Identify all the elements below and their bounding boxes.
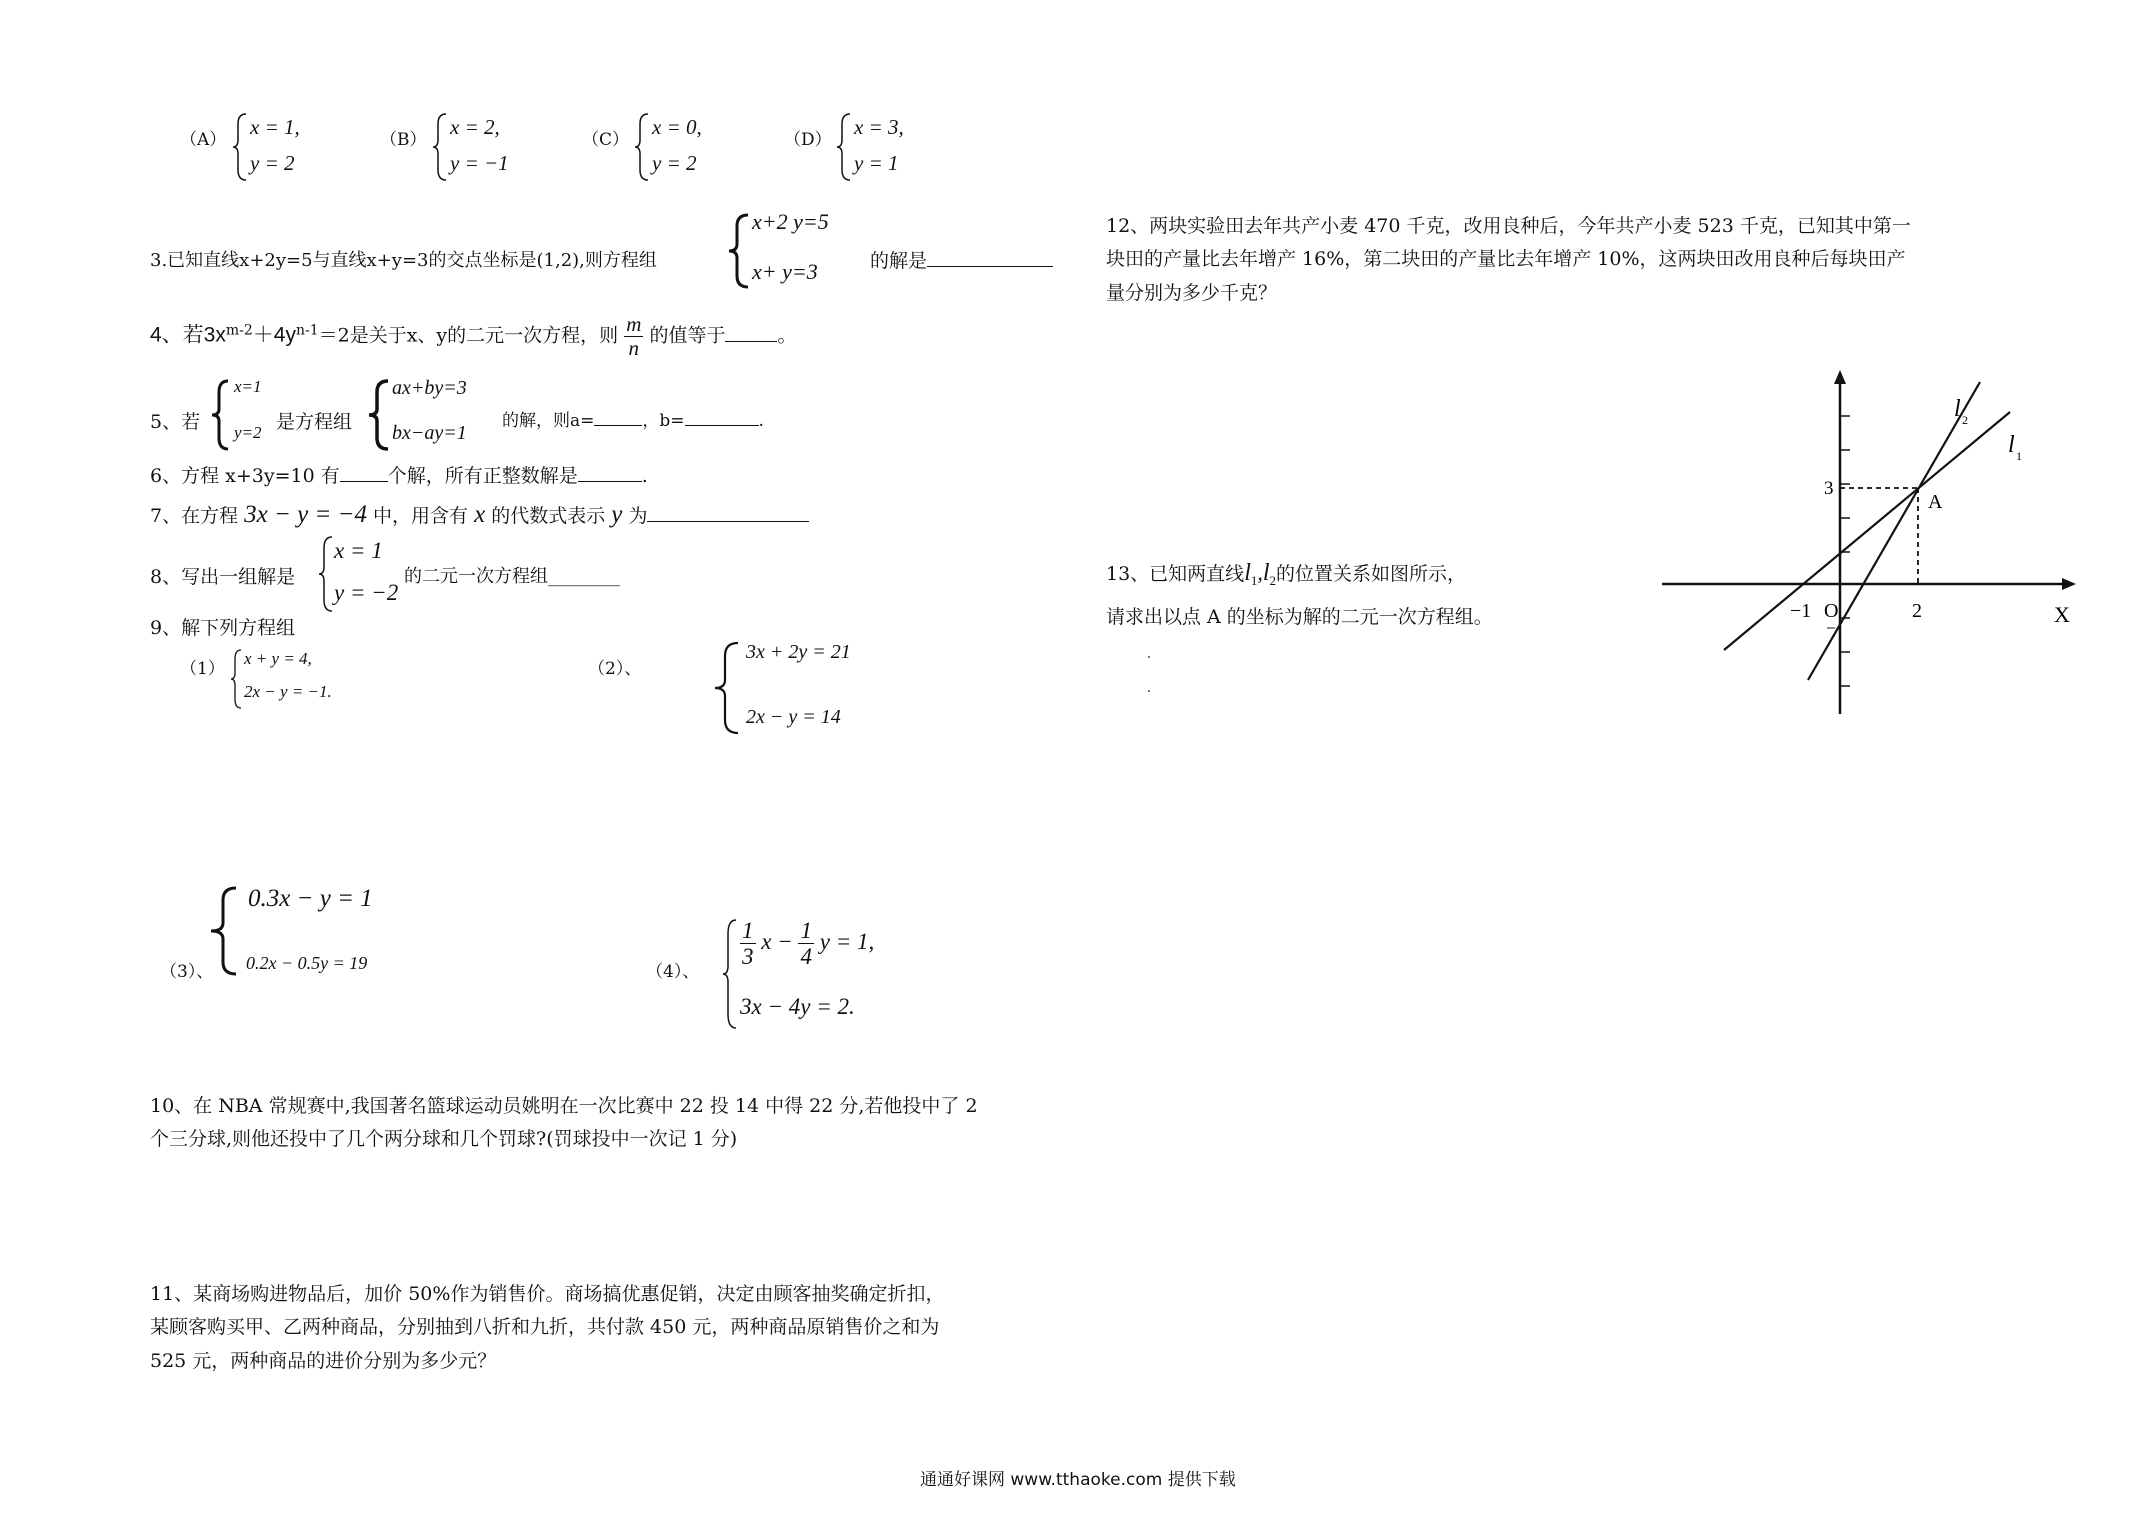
q9-p4-eq1 — [740, 918, 874, 970]
q6-text2: 个解，所有正整数解是 — [387, 465, 578, 487]
tick-label-x-neg1: −1 — [1790, 600, 1812, 622]
q12 — [1106, 210, 1911, 310]
point-a-label: A — [1928, 491, 1943, 513]
q5-mid: 是方程组 — [276, 411, 353, 433]
option-b-eq2: y = −1 — [450, 151, 509, 175]
line-l1-label: l — [2008, 432, 2015, 458]
q9-p2-eq2: 2x − y = 14 — [746, 706, 841, 728]
q9-p4-eq2: 3x − 4y = 2. — [740, 994, 855, 1019]
q13-line1 — [1106, 555, 1466, 591]
q9-p3-brace — [208, 885, 240, 977]
q4-line — [150, 313, 796, 360]
q7-equation: 3x − y = −4 — [244, 501, 367, 528]
q11-line2: 某顾客购买甲、乙两种商品，分别抽到八折和九折，共付款 450 元，两种商品原销售价之和为 — [150, 1316, 940, 1339]
q9-p1-eq1: x + y = 4, — [244, 649, 312, 668]
q3-eq2: x+ y=3 — [752, 259, 818, 284]
q7-tail: 为 — [628, 505, 648, 527]
q4-end: 。 — [777, 324, 797, 347]
q7-var-y: y — [611, 501, 623, 528]
q9-p4-frac1-num: 1 — [742, 918, 754, 943]
q5-brace-2 — [366, 378, 392, 452]
option-a-label: （A） — [180, 130, 227, 150]
q3-tail — [870, 247, 1053, 276]
q9-p3-eq2: 0.2x − 0.5y = 19 — [246, 953, 368, 973]
option-b-brace — [432, 112, 450, 182]
q5-sol-y: y=2 — [234, 423, 262, 442]
q9-p2-label: （2）、 — [588, 659, 642, 679]
q11-line1: 11、某商场购进物品后，加价 50%作为销售价。商场搞优惠促销，决定由顾客抽奖确定折扣， — [150, 1283, 945, 1305]
q4-tail: 的值等于 — [649, 324, 726, 347]
q13-l2-sub: 2 — [1269, 572, 1277, 588]
q4-fraction — [624, 313, 643, 360]
option-d-brace — [836, 112, 854, 182]
q11 — [150, 1278, 944, 1378]
q13-line2: 请求出以点 A 的坐标为解的二元一次方程组。 — [1106, 606, 1493, 628]
q4-frac-den: n — [628, 336, 640, 361]
option-c-eq1: x = 0, — [652, 115, 702, 139]
scan-dot — [1148, 656, 1150, 658]
q3-brace — [726, 212, 752, 290]
scan-dot — [1148, 690, 1150, 692]
q7-mid2: 的代数式表示 — [491, 505, 606, 527]
q13-l1: l — [1244, 560, 1251, 586]
q7-prefix: 7、在方程 — [150, 505, 239, 527]
q9-title: 9、解下列方程组 — [150, 617, 296, 639]
x-axis-label: X — [2054, 602, 2070, 627]
option-c-brace — [634, 112, 652, 182]
q4-answer-blank — [725, 322, 777, 342]
q4-sup-n: n-1 — [295, 322, 319, 339]
coordinate-graph — [1650, 360, 2080, 720]
q9-p4-frac2-num: 1 — [800, 918, 812, 943]
q13-line1b: 的位置关系如图所示， — [1276, 563, 1467, 585]
option-a-brace — [232, 112, 250, 182]
q5-tail — [502, 408, 764, 435]
q7-var-x: x — [474, 501, 486, 528]
q10 — [150, 1090, 978, 1157]
q4-rest: ＝2是关于x、y的二元一次方程，则 — [318, 324, 619, 347]
q4-mid: ＋4y — [252, 323, 296, 347]
q12-line2: 块田的产量比去年增产 16%，第二块田的产量比去年增产 10%，这两块田改用良种后每块田产 — [1106, 248, 1906, 271]
q8-eq1: x = 1 — [334, 538, 383, 563]
q6-line — [150, 462, 648, 491]
q3-eq1: x+2 y=5 — [752, 209, 829, 234]
option-b-eq1: x = 2, — [450, 115, 500, 139]
q9-p4-tail: y = 1, — [819, 929, 875, 955]
q5-b-blank — [685, 408, 759, 426]
q7-mid: 中，用含有 — [373, 505, 469, 527]
tick-label-x-2: 2 — [1912, 600, 1922, 622]
line-l1 — [1724, 412, 2010, 650]
option-c-eq2: y = 2 — [652, 151, 697, 175]
q13-comma: , — [1257, 560, 1263, 585]
q9-p2-eq1: 3x + 2y = 21 — [746, 641, 851, 663]
option-a-eq1: x = 1, — [250, 115, 300, 139]
line-l2-sub: 2 — [1962, 413, 1968, 427]
q5-a-blank — [594, 408, 642, 426]
option-d-label: （D） — [784, 130, 832, 150]
q5-prefix: 5、若 — [150, 411, 201, 433]
q13-line1a: 13、已知两直线 — [1106, 563, 1245, 585]
q3-answer-blank — [927, 247, 1053, 267]
q5-tail1: 的解，则a= — [502, 411, 595, 431]
q3-text: 3.已知直线x+2y=5与直线x+y=3的交点坐标是(1,2),则方程组 — [150, 250, 657, 271]
line-l1-sub: 1 — [2016, 449, 2022, 463]
q11-line3: 525 元，两种商品的进价分别为多少元？ — [150, 1349, 497, 1372]
q12-line1: 12、两块实验田去年共产小麦 470 千克，改用良种后，今年共产小麦 523 千克，已知其中第一 — [1106, 215, 1911, 237]
q3-tail-text: 的解是 — [870, 250, 928, 272]
q5-eq2: bx−ay=1 — [392, 422, 467, 444]
q9-p1-label: （1） — [180, 659, 225, 679]
q6-end: . — [641, 465, 648, 487]
q9-p3-label: （3）、 — [160, 962, 214, 982]
y-axis-arrow — [1834, 370, 1846, 384]
option-b-label: （B） — [380, 130, 427, 150]
q4-prefix: 4、若3x — [150, 323, 226, 347]
q9-p4-frac2 — [798, 918, 814, 970]
q7-line — [150, 496, 809, 534]
q6-text1: 6、方程 x+3y=10 有 — [150, 465, 340, 487]
tick-label-y-3: 3 — [1824, 478, 1834, 499]
q4-sup-m: m-2 — [225, 322, 253, 339]
x-axis-arrow — [2062, 578, 2076, 590]
option-d-eq2: y = 1 — [854, 151, 899, 175]
q9-p1-eq2: 2x − y = −1. — [244, 682, 332, 701]
option-d-eq1: x = 3, — [854, 115, 904, 139]
q9-p4-frac2-den: 4 — [800, 944, 812, 970]
q9-p4-mid: x − — [761, 929, 793, 955]
q9-p4-brace — [722, 918, 740, 1030]
q13-l1-sub: 1 — [1250, 572, 1258, 588]
q8-tail: 的二元一次方程组________ — [404, 566, 620, 587]
q5-tail2: ，b= — [642, 411, 685, 431]
q8-prefix: 8、写出一组解是 — [150, 566, 296, 588]
line-l2-label: l — [1954, 396, 1961, 422]
q5-end: . — [758, 411, 764, 431]
origin-label: O — [1824, 600, 1839, 622]
q5-eq1: ax+by=3 — [392, 377, 467, 399]
q10-line1: 10、在 NBA 常规赛中,我国著名篮球运动员姚明在一次比赛中 22 投 14 中得 22 分,若他投中了 2 — [150, 1095, 978, 1117]
q12-line3: 量分别为多少千克？ — [1106, 281, 1278, 304]
tick-label-y-neg: − — [1826, 618, 1837, 638]
q9-p3-eq1: 0.3x − y = 1 — [248, 885, 373, 912]
option-c-label: （C） — [582, 130, 630, 150]
q13-l2: l — [1262, 560, 1270, 586]
q8-eq2: y = −2 — [334, 580, 399, 605]
q9-p1-brace — [230, 648, 244, 710]
q7-answer-blank — [647, 502, 809, 522]
footer-credit: 通通好课网 www.tthaoke.com 提供下载 — [920, 1470, 1236, 1490]
q6-solution-blank — [578, 462, 642, 482]
q9-p4-frac1-den: 3 — [742, 944, 754, 970]
q9-p2-brace — [712, 640, 742, 736]
q6-count-blank — [340, 462, 388, 482]
q4-frac-num: m — [626, 312, 642, 336]
q10-line2: 个三分球,则他还投中了几个两分球和几个罚球?(罚球投中一次记 1 分) — [150, 1128, 738, 1151]
q5-sol-x: x=1 — [234, 377, 262, 396]
q5-brace-1 — [210, 378, 232, 452]
option-a-eq2: y = 2 — [250, 151, 295, 175]
q9-p4-label: （4）、 — [646, 962, 700, 982]
q9-p4-frac1 — [740, 918, 756, 970]
